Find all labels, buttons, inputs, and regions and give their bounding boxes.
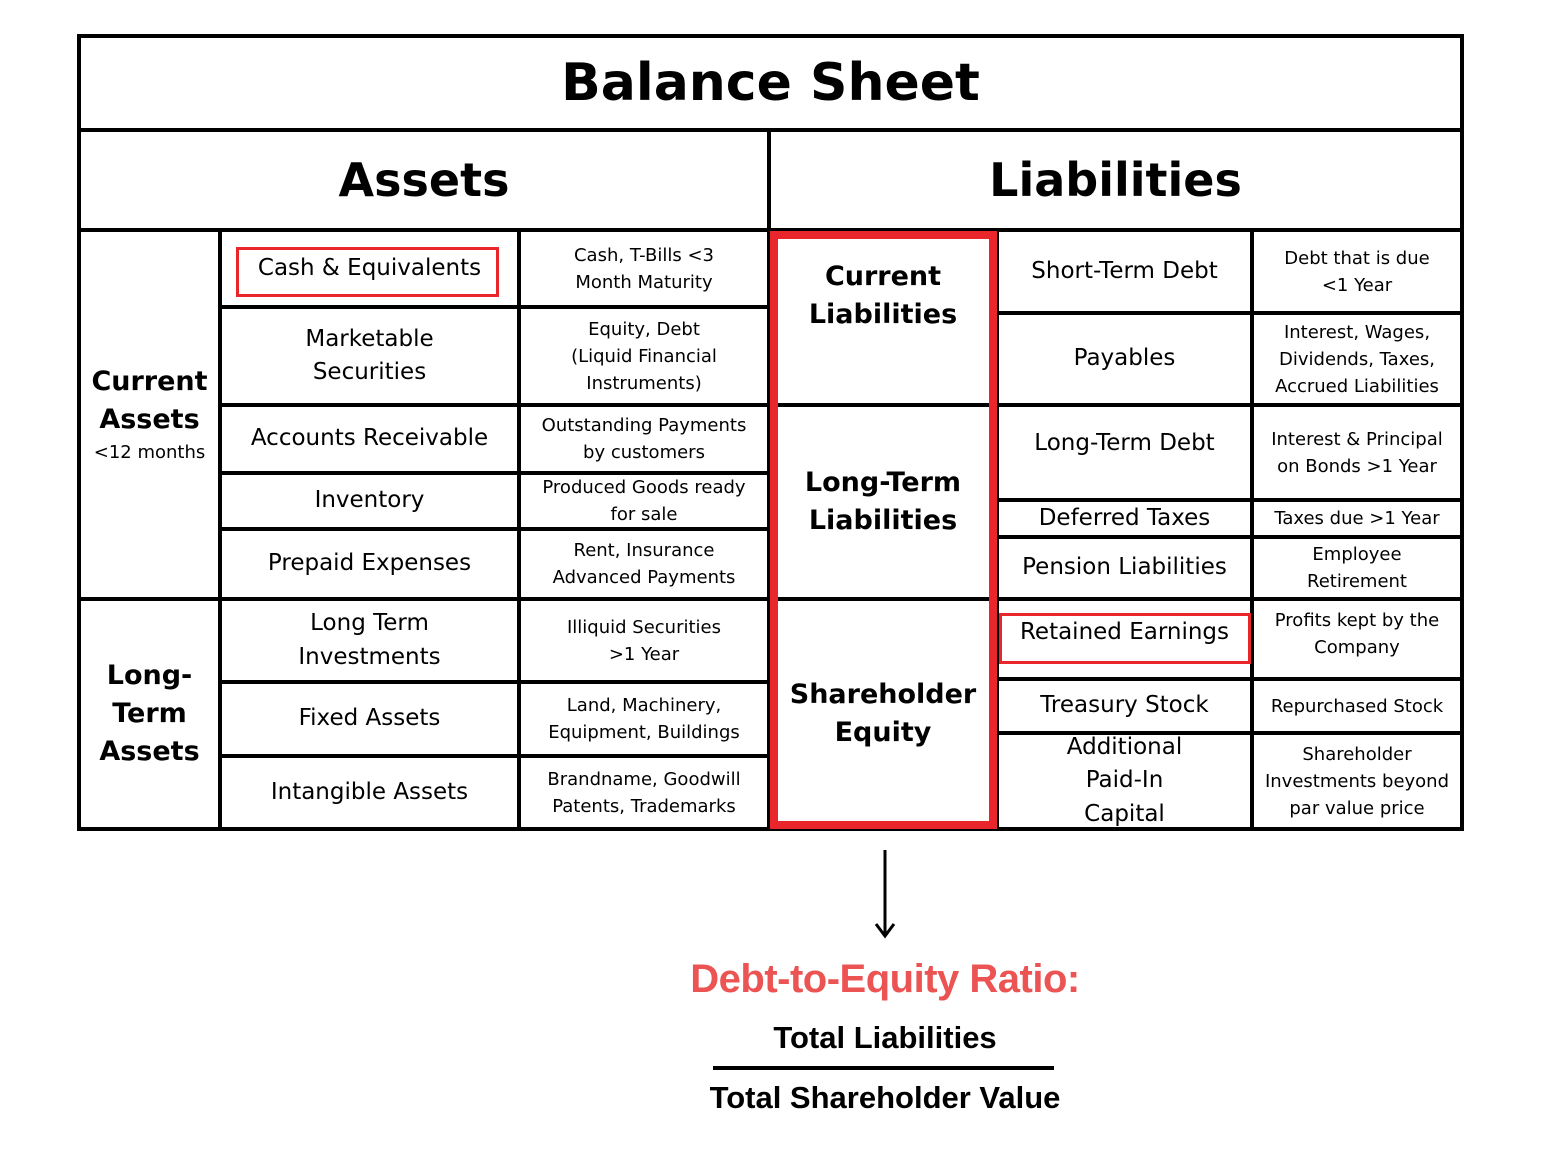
retained-earnings-highlight-box bbox=[999, 613, 1251, 664]
asset-item-intangible-assets: Intangible Assets bbox=[270, 778, 469, 805]
liability-item-payables: Payables bbox=[1073, 345, 1176, 372]
asset-desc-cash: Cash, T-Bills <3 Month Maturity bbox=[573, 244, 714, 293]
asset-item-long-term-investments: Long Term Investments bbox=[298, 610, 441, 670]
current-assets-period: <12 months bbox=[93, 442, 206, 464]
asset-desc-long-term-investments: Illiquid Securities >1 Year bbox=[566, 616, 721, 665]
asset-desc-intangible-assets: Brandname, Goodwill Patents, Trademarks bbox=[547, 768, 741, 817]
liability-item-additional-paid-in-capital: Additional Paid-In Capital bbox=[1066, 733, 1183, 827]
liability-item-long-term-debt: Long-Term Debt bbox=[1034, 429, 1215, 456]
current-assets-label bbox=[81, 232, 218, 597]
asset-desc-fixed-assets: Land, Machinery, Equipment, Buildings bbox=[548, 695, 740, 743]
asset-item-accounts-receivable: Accounts Receivable bbox=[250, 425, 489, 452]
asset-desc-marketable-securities: Equity, Debt (Liquid Financial Instruments) bbox=[571, 318, 717, 394]
asset-desc-prepaid-expenses: Rent, Insurance Advanced Payments bbox=[552, 540, 736, 588]
liability-desc-payables: Interest, Wages, Dividends, Taxes, Accrued Liabilities bbox=[1275, 321, 1439, 397]
ratio-denominator: Total Shareholder Value bbox=[709, 1080, 1061, 1115]
assets-heading: Assets bbox=[338, 153, 510, 207]
fraction-bar bbox=[713, 1066, 1054, 1070]
shareholder-equity-label: Shareholder Equity bbox=[789, 678, 977, 748]
liabilities-heading: Liabilities bbox=[989, 153, 1242, 207]
liability-item-treasury-stock: Treasury Stock bbox=[1040, 692, 1209, 719]
current-liabilities-label: Current Liabilities bbox=[808, 261, 958, 331]
liability-item-deferred-taxes: Deferred Taxes bbox=[1038, 504, 1211, 531]
liability-desc-deferred-taxes: Taxes due >1 Year bbox=[1274, 508, 1440, 529]
asset-item-prepaid-expenses: Prepaid Expenses bbox=[267, 550, 472, 577]
liability-desc-retained-earnings: Profits kept by the Company bbox=[1274, 610, 1440, 658]
current-assets-title: Current Assets bbox=[91, 365, 208, 435]
liability-desc-pension-liabilities: Employee Retirement bbox=[1307, 544, 1407, 592]
liability-item-pension-liabilities: Pension Liabilities bbox=[1022, 554, 1227, 581]
liability-item-short-term-debt: Short-Term Debt bbox=[1031, 257, 1218, 284]
liability-desc-short-term-debt: Debt that is due <1 Year bbox=[1284, 247, 1430, 296]
down-arrow-icon bbox=[870, 850, 900, 940]
ratio-numerator: Total Liabilities bbox=[773, 1020, 997, 1055]
asset-item-marketable-securities: Marketable Securities bbox=[305, 325, 434, 385]
asset-desc-accounts-receivable: Outstanding Payments by customers bbox=[541, 415, 747, 463]
liability-desc-treasury-stock: Repurchased Stock bbox=[1270, 695, 1444, 717]
asset-item-inventory: Inventory bbox=[314, 487, 425, 514]
liabilities-equity-highlight-box bbox=[770, 231, 997, 829]
liability-item-retained-earnings: Retained Earnings bbox=[1019, 619, 1230, 646]
cash-highlight-box bbox=[236, 247, 499, 297]
asset-item-fixed-assets: Fixed Assets bbox=[298, 705, 441, 732]
page-title: Balance Sheet bbox=[561, 53, 980, 113]
liability-desc-additional-paid-in-capital: Shareholder Investments beyond par value price bbox=[1264, 743, 1450, 819]
asset-desc-inventory: Produced Goods ready for sale bbox=[542, 477, 746, 525]
long-term-liabilities-label: Long-Term Liabilities bbox=[804, 466, 962, 536]
ratio-title: Debt-to-Equity Ratio: bbox=[690, 956, 1080, 1001]
liability-desc-long-term-debt: Interest & Principal on Bonds >1 Year bbox=[1271, 428, 1443, 477]
asset-item-cash: Cash & Equivalents bbox=[257, 254, 482, 281]
long-term-assets-label: Long-Term Assets bbox=[99, 659, 200, 768]
